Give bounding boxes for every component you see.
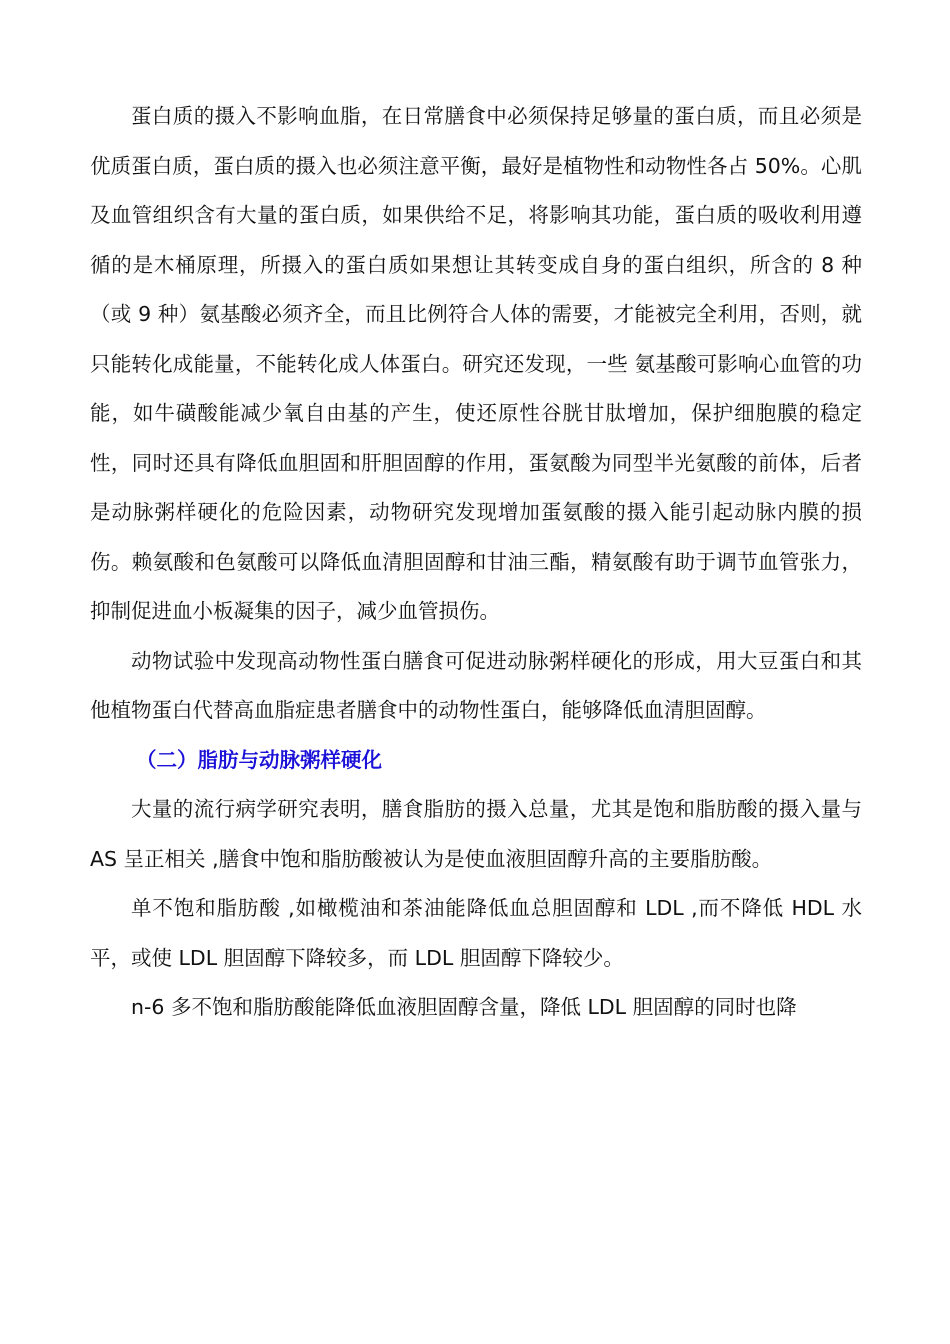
paragraph-n6-polyunsaturated: n-6 多不饱和脂肪酸能降低血液胆固醇含量，降低 LDL 胆固醇的同时也降: [131, 995, 797, 1019]
paragraph-epidemiology: 大量的流行病学研究表明，膳食脂肪的摄入总量，尤其是饱和脂肪酸的摄入量与 AS 呈正相关 ,膳食中饱和脂肪酸被认为是使血液胆固醇升高的主要脂肪酸。: [90, 797, 862, 871]
paragraph-protein-intake: 蛋白质的摄入不影响血脂，在日常膳食中必须保持足够量的蛋白质，而且必须是优质蛋白质，蛋白质的摄入也必须注意平衡，最好是植物性和动物性各占 50%。心肌及血管组织含有大量的蛋白质，如果供给不足，将影响其功能，蛋白质的吸收利用遵循的是木桶原理，所摄入的蛋白质如果想让其转变成自身的蛋白组织，所含的 8 种（或 9 种）氨基酸必须齐全，而且比例符合人体的需要，才能被完全利用，否则，就只能转化成能量，不能转化成人体蛋白。研究还发现，一些 氨基酸可影响心血管的功能，如牛磺酸能减少氧自由基的产生，使还原性谷胱甘肽增加，保护细胞膜的稳定性，同时还具有降低血胆固和肝胆固醇的作用，蛋氨酸为同型半光氨酸的前体，后者是动脉粥样硬化的危险因素，动物研究发现增加蛋氨酸的摄入能引起动脉内膜的损伤。赖氨酸和色氨酸可以降低血清胆固醇和甘油三酯，精氨酸有助于调节血管张力，抑制促进血小板凝集的因子，减少血管损伤。: [90, 104, 862, 623]
paragraph-monounsaturated: 单不饱和脂肪酸 ,如橄榄油和茶油能降低血总胆固醇和 LDL ,而不降低 HDL 水平，或使 LDL 胆固醇下降较多，而 LDL 胆固醇下降较少。: [90, 896, 862, 970]
section-heading-fat-atherosclerosis: （二）脂肪与动脉粥样硬化: [136, 747, 382, 772]
paragraph-animal-protein-experiment: 动物试验中发现高动物性蛋白膳食可促进动脉粥样硬化的形成，用大豆蛋白和其他植物蛋白代替高血脂症患者膳食中的动物性蛋白，能够降低血清胆固醇。: [90, 648, 862, 722]
document-body: [90, 92, 862, 1033]
